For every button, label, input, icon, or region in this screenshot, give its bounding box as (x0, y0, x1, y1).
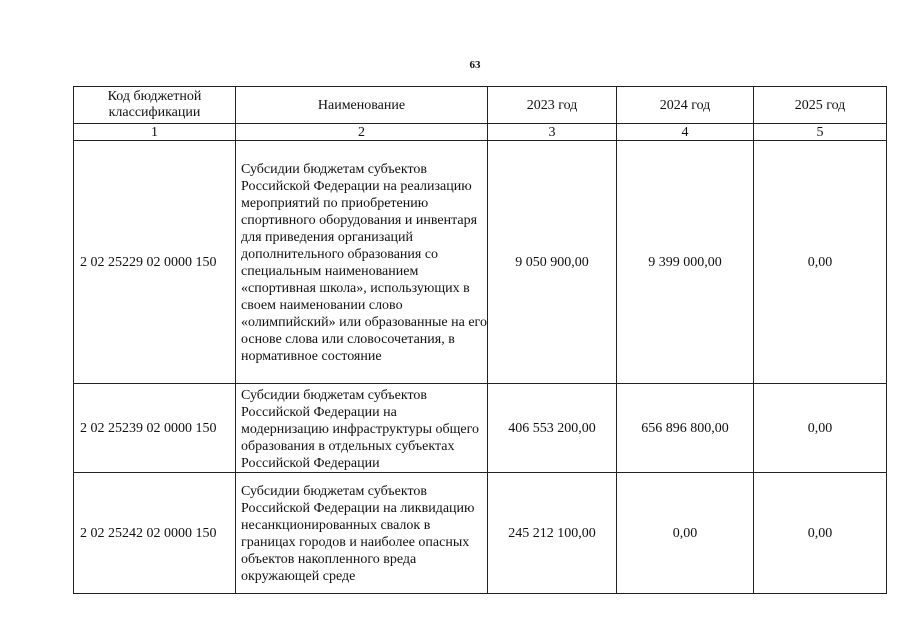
table-header-row (74, 87, 887, 124)
amount-2025: 0,00 (754, 473, 887, 594)
table-row (74, 473, 887, 594)
amount-2025: 0,00 (754, 141, 887, 384)
table-row (74, 384, 887, 473)
header-2025: 2025 год (754, 87, 887, 124)
amount-2024: 9 399 000,00 (617, 141, 754, 384)
item-name: Субсидии бюджетам субъектов Российской Федерации на реализацию мероприятий по приобретению спортивного оборудования и инвентаря для приведения организаций дополнительного образования со специальным наименованием «спортивная школа», использующих в своем наименовании слово «олимпийский» или образованные на его основе слова или словосочетания, в нормативное состояние (236, 141, 488, 384)
column-number: 3 (488, 124, 617, 141)
column-number: 4 (617, 124, 754, 141)
header-2023: 2023 год (488, 87, 617, 124)
page-number: 63 (469, 59, 481, 71)
column-number-row (74, 124, 887, 141)
header-2024: 2024 год (617, 87, 754, 124)
item-name: Субсидии бюджетам субъектов Российской Федерации на модернизацию инфраструктуры общего образования в отдельных субъектах Российской Федерации (236, 384, 488, 473)
column-number: 5 (754, 124, 887, 141)
header-code: Код бюджетной классификации (74, 87, 236, 124)
table-row (74, 141, 887, 384)
column-number: 1 (74, 124, 236, 141)
budget-table (73, 86, 887, 594)
amount-2023: 9 050 900,00 (488, 141, 617, 384)
header-name: Наименование (236, 87, 488, 124)
amount-2023: 245 212 100,00 (488, 473, 617, 594)
budget-code: 2 02 25229 02 0000 150 (74, 141, 236, 384)
item-name: Субсидии бюджетам субъектов Российской Федерации на ликвидацию несанкционированных свалок в границах городов и наиболее опасных объектов накопленного вреда окружающей среде (236, 473, 488, 594)
amount-2023: 406 553 200,00 (488, 384, 617, 473)
amount-2025: 0,00 (754, 384, 887, 473)
amount-2024: 656 896 800,00 (617, 384, 754, 473)
column-number: 2 (236, 124, 488, 141)
budget-code: 2 02 25239 02 0000 150 (74, 384, 236, 473)
amount-2024: 0,00 (617, 473, 754, 594)
budget-code: 2 02 25242 02 0000 150 (74, 473, 236, 594)
